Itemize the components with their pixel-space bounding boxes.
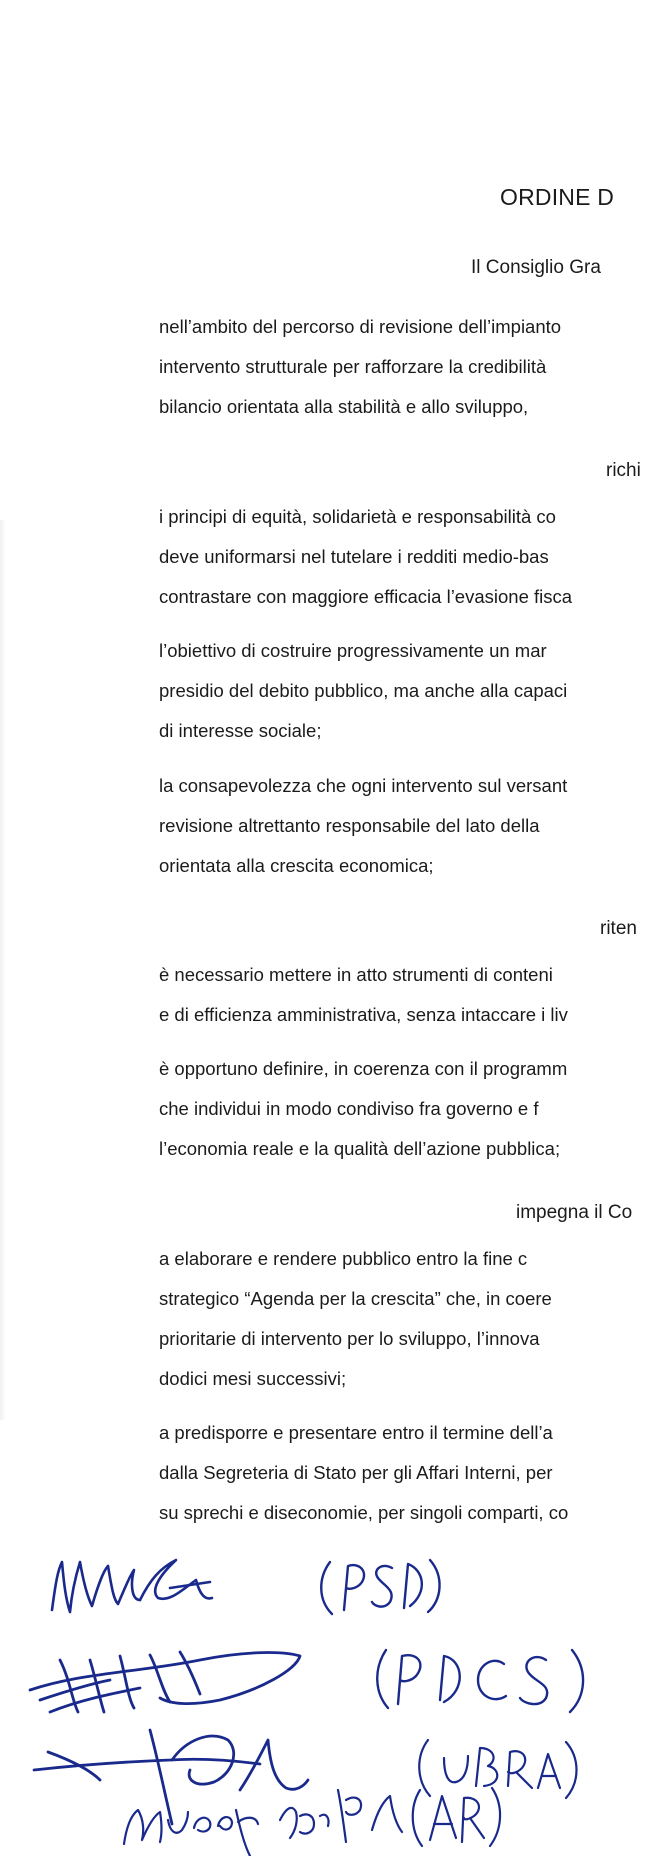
para7-line-2: strategico “Agenda per la crescita” che, in coere (159, 1288, 552, 1309)
para2-line-1: i principi di equità, solidarietà e responsabilità co (159, 506, 556, 527)
para2-line-3: contrastare con maggiore efficacia l’evasione fisca (159, 586, 573, 607)
signature-3 (34, 1730, 308, 1824)
para8-line-2: dalla Segreteria di Stato per gli Affari Interni, per (159, 1462, 553, 1483)
label-cubora (419, 1740, 576, 1798)
para7-line-3: prioritarie di intervento per lo sviluppo, l’innova (159, 1328, 540, 1349)
para2-line-2: deve uniformarsi nel tutelare i redditi medio-bas (159, 546, 549, 567)
heading-ritenuto: riten (600, 918, 637, 939)
para3-line-1: l’obiettivo di costruire progressivamente un mar (159, 640, 547, 661)
signatures (0, 1140, 651, 1856)
para6-line-2: che individui in modo condiviso fra governo e f (159, 1098, 539, 1119)
label-ar (413, 1788, 500, 1846)
para7-line-4: dodici mesi successivi; (159, 1368, 347, 1389)
para5-line-2: e di efficienza amministrativa, senza intaccare i liv (159, 1004, 568, 1025)
para3-line-2: presidio del debito pubblico, ma anche alla capaci (159, 680, 568, 701)
para4-line-1: la consapevolezza che ogni intervento sul versant (159, 775, 568, 796)
label-psd (321, 1560, 439, 1614)
heading-richiama: richi (606, 460, 641, 481)
para4-line-3: orientata alla crescita economica; (159, 855, 434, 876)
para4-line-2: revisione altrettanto responsabile del lato della (159, 815, 540, 836)
para6-line-3: l’economia reale e la qualità dell’azione pubblica; (159, 1138, 561, 1159)
para6-line-1: è opportuno definire, in coerenza con il programm (159, 1058, 568, 1079)
para8-line-1: a predisporre e presentare entro il termine dell’a (159, 1422, 553, 1443)
label-pdcs (377, 1650, 583, 1712)
para8-line-3: su sprechi e diseconomie, per singoli comparti, co (159, 1502, 569, 1523)
para1-line-2: intervento strutturale per rafforzare la credibilità (159, 356, 547, 377)
para5-line-1: è necessario mettere in atto strumenti di conteni (159, 964, 553, 985)
para1-line-3: bilancio orientata alla stabilità e allo sviluppo, (159, 396, 529, 417)
heading-impegna: impegna il Co (516, 1202, 633, 1223)
para7-line-1: a elaborare e rendere pubblico entro la fine c (159, 1248, 528, 1269)
signature-1 (52, 1560, 212, 1612)
para1-line-1: nell’ambito del percorso di revisione dell’impianto (159, 316, 562, 337)
heading-consiglio: Il Consiglio Gra (471, 257, 601, 278)
document-title: ORDINE D (500, 184, 615, 210)
para3-line-3: di interesse sociale; (159, 720, 322, 741)
signature-2 (30, 1652, 300, 1712)
